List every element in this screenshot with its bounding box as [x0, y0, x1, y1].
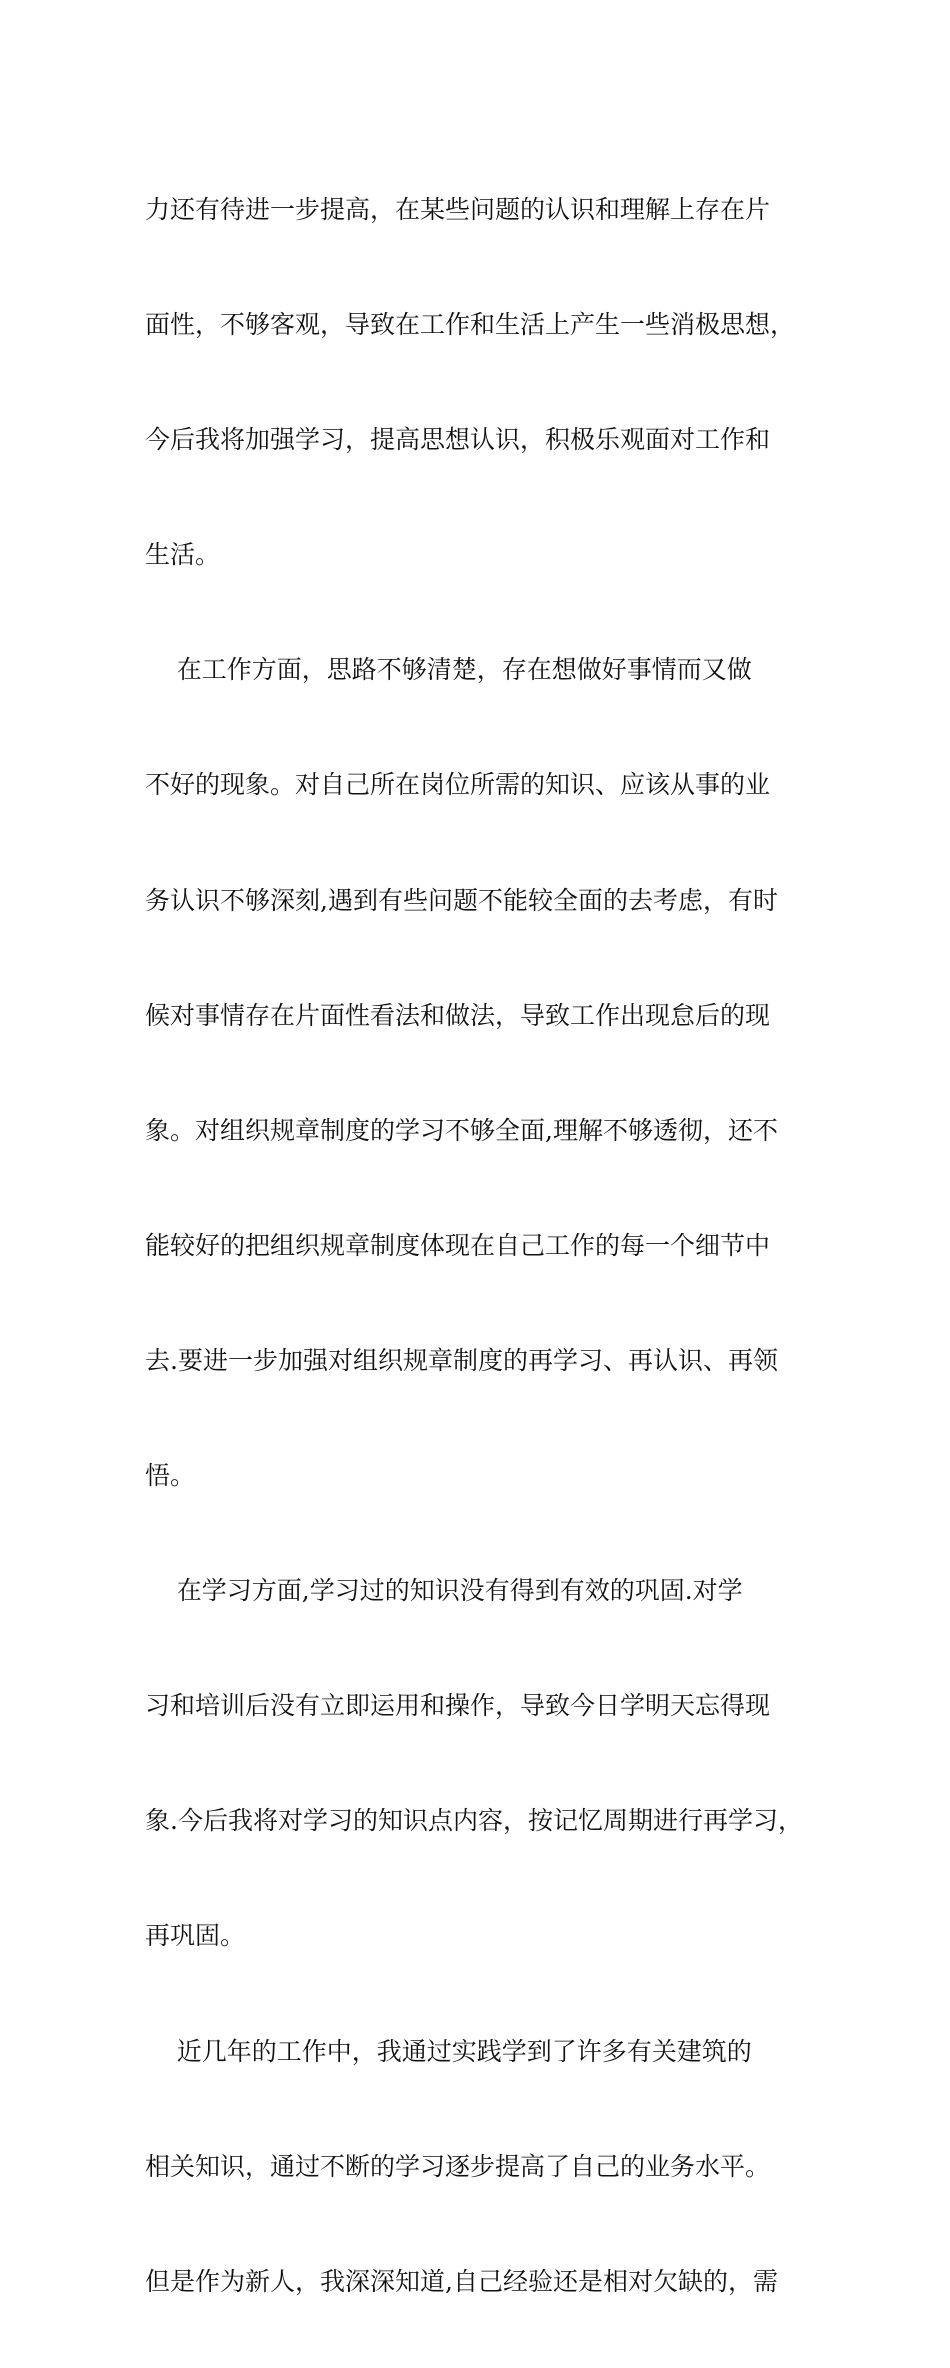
- text-line: 再巩固。: [145, 1921, 246, 1951]
- text-line: 能较好的把组织规章制度体现在自己工作的每一个细节中: [145, 1230, 771, 1260]
- text-line: 不好的现象。对自己所在岗位所需的知识、应该从事的业: [145, 770, 771, 800]
- text-line: 但是作为新人，我深深知道,自己经验还是相对欠缺的，需: [145, 2266, 778, 2296]
- body-text: [145, 123, 810, 2368]
- text-line: 习和培训后没有立即运用和操作，导致今日学明天忘得现: [145, 1691, 771, 1721]
- text-line: 相关知识，通过不断的学习逐步提高了自己的业务水平。: [145, 2151, 771, 2181]
- text-line: 务认识不够深刻,遇到有些问题不能较全面的去考虑，有时: [145, 885, 778, 915]
- text-line: 在工作方面，思路不够清楚，存在想做好事情而又做: [145, 655, 752, 685]
- text-line: 象.今后我将对学习的知识点内容，按记忆周期进行再学习，: [145, 1806, 803, 1836]
- text-line: 在学习方面,学习过的知识没有得到有效的巩固.对学: [145, 1576, 743, 1606]
- text-line: 去.要进一步加强对组织规章制度的再学习、再认识、再领: [145, 1345, 778, 1375]
- text-line: 今后我将加强学习，提高思想认识，积极乐观面对工作和: [145, 425, 771, 455]
- text-line: 近几年的工作中，我通过实践学到了许多有关建筑的: [145, 2036, 752, 2066]
- text-line: 象。对组织规章制度的学习不够全面,理解不够透彻，还不: [145, 1115, 778, 1145]
- text-line: 悟。: [145, 1461, 196, 1491]
- text-line: 力还有待进一步提高，在某些问题的认识和理解上存在片: [145, 195, 771, 224]
- text-line: 面性，不够客观，导致在工作和生活上产生一些消极思想，: [145, 310, 796, 340]
- text-line: 候对事情存在片面性看法和做法，导致工作出现怠后的现: [145, 1000, 771, 1030]
- text-line: 生活。: [145, 540, 221, 570]
